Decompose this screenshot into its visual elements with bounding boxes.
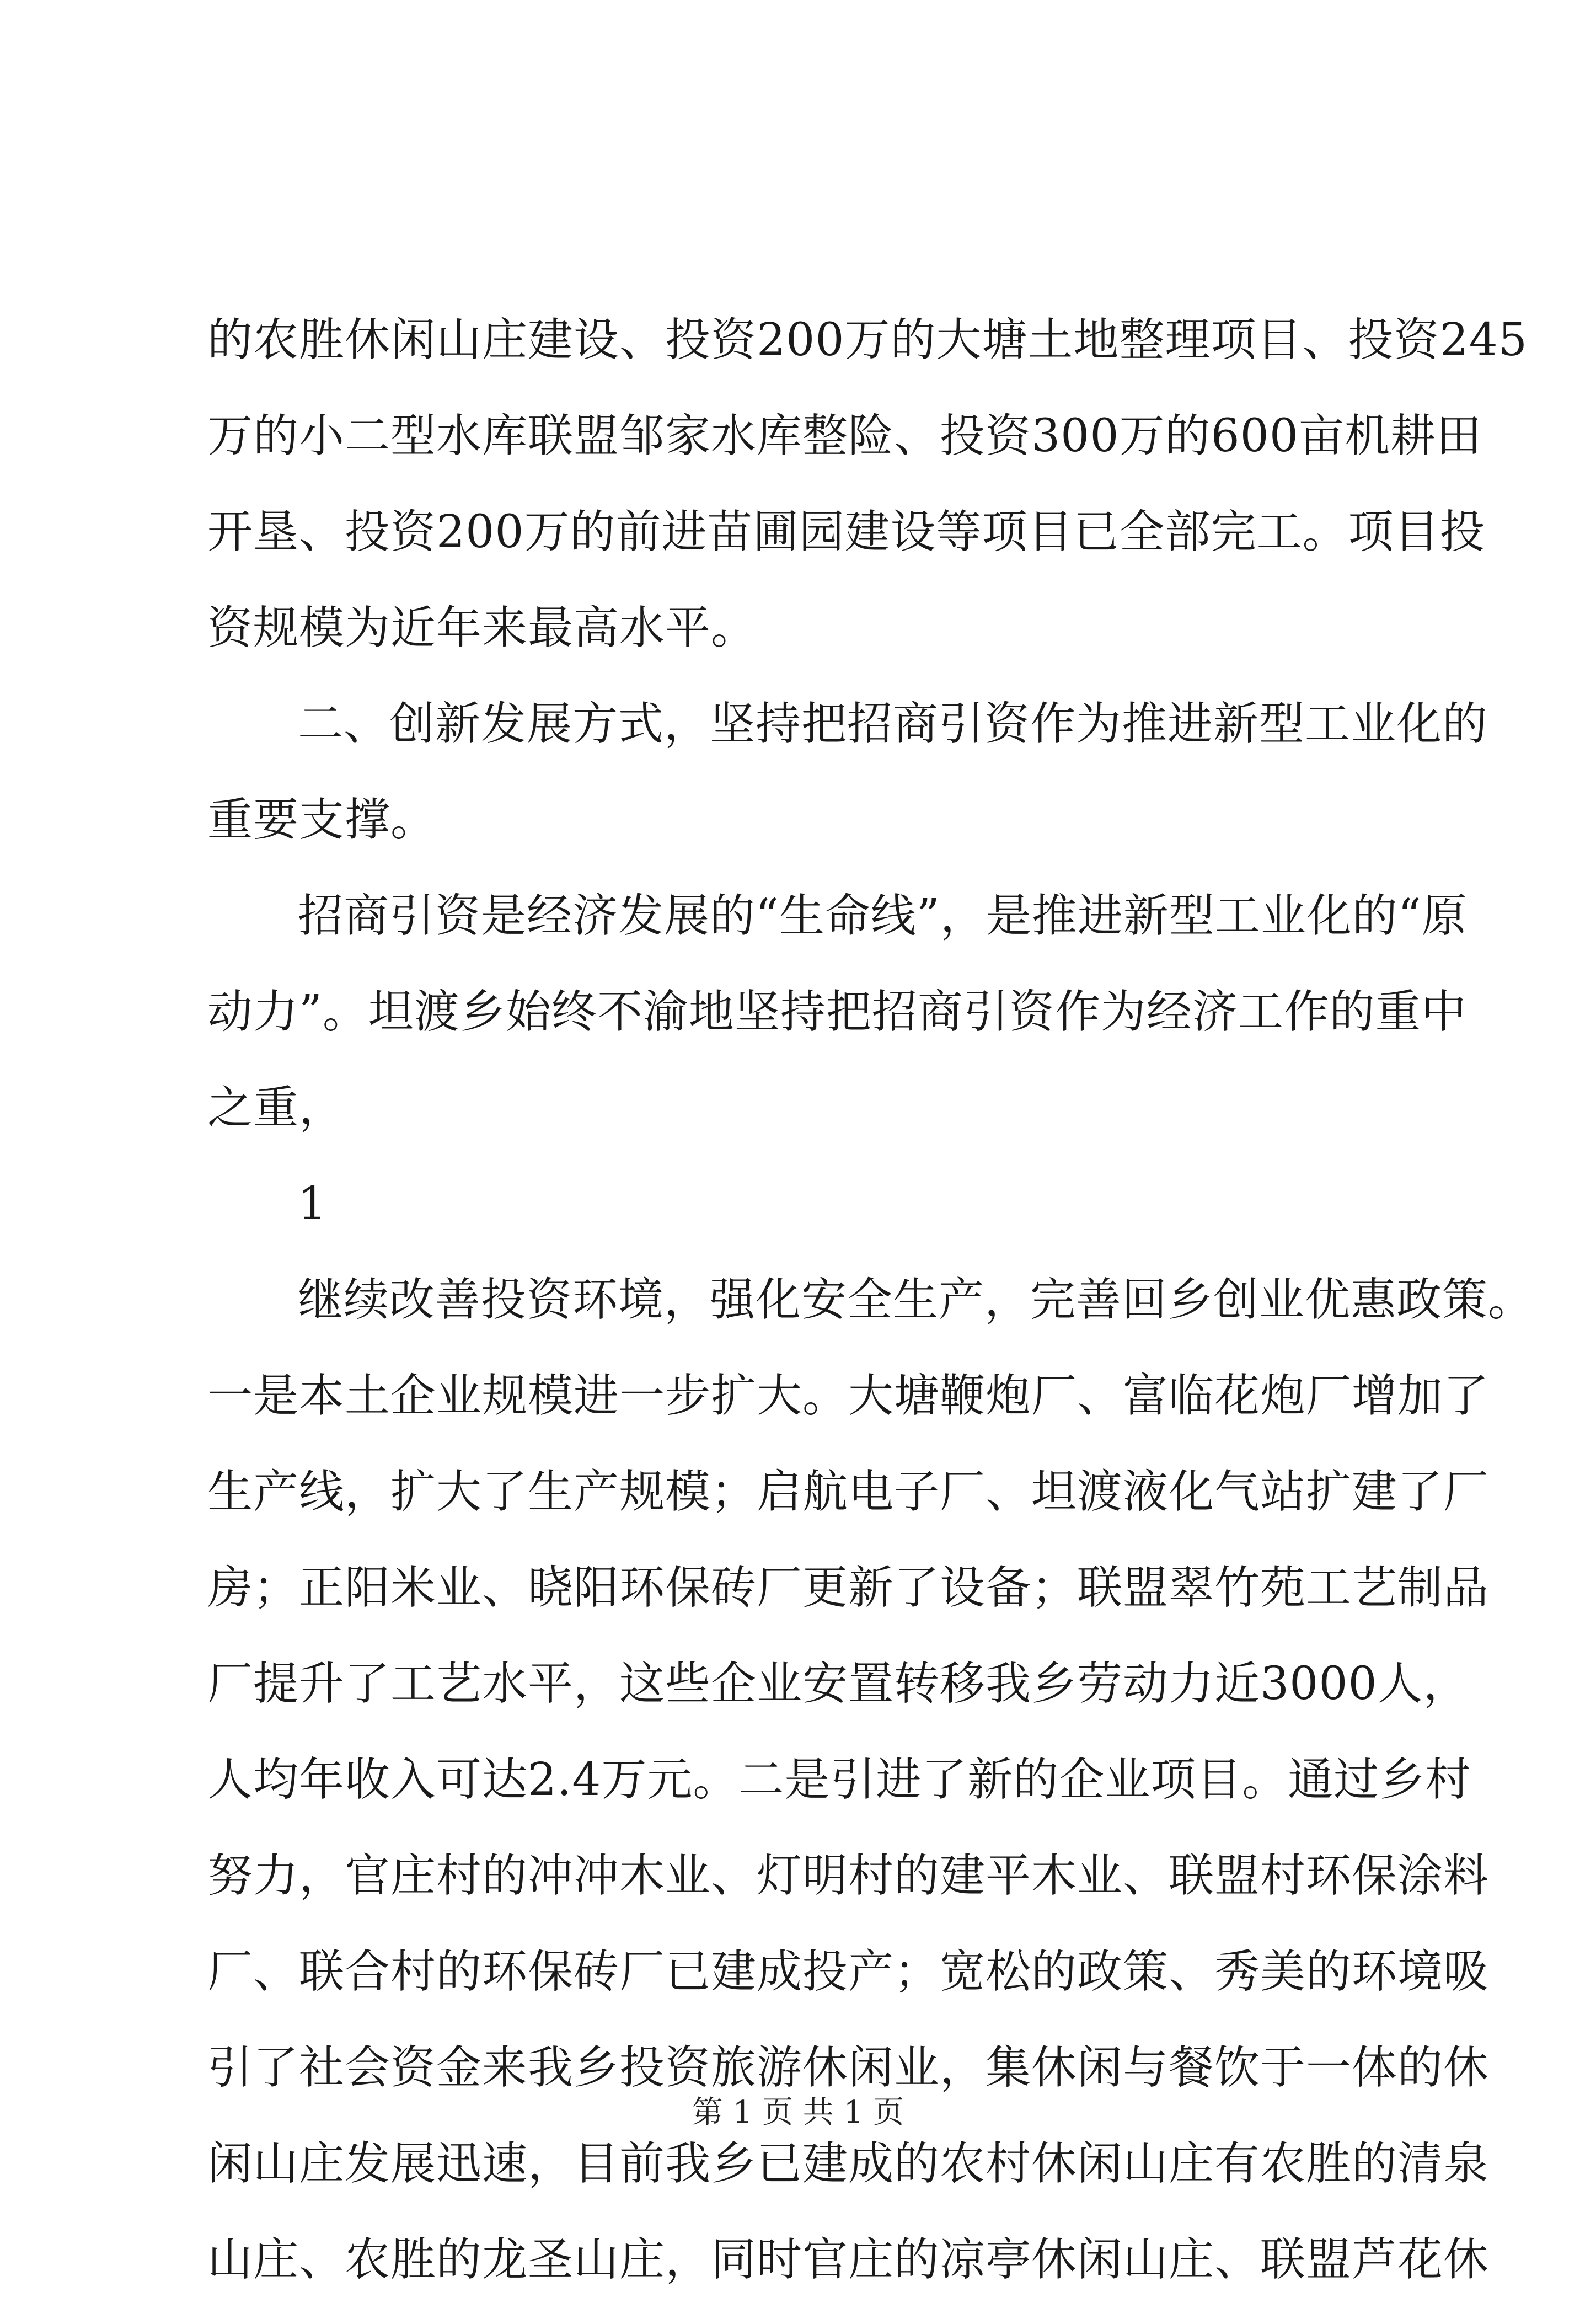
text-line: 山庄、农胜的龙圣山庄，同时官庄的凉亭休闲山庄、联盟芦花休 xyxy=(207,2234,1490,2286)
text-line: 二、创新发展方式，坚持把招商引资作为推进新型工业化的 xyxy=(298,698,1488,750)
text-line: 努力，官庄村的冲冲木业、灯明村的建平木业、联盟村环保涂料 xyxy=(207,1850,1490,1902)
paragraph-3 xyxy=(207,868,1468,1156)
text-line: 人均年收入可达2.4万元。二是引进了新的企业项目。通过乡村 xyxy=(207,1754,1471,1806)
text-line: 动力”。坦渡乡始终不渝地坚持把招商引资作为经济工作的重中 xyxy=(207,986,1467,1038)
document-body xyxy=(207,292,1534,2308)
text-line: 的农胜休闲山庄建设、投资200万的大塘土地整理项目、投资245 xyxy=(207,314,1528,366)
page-marker: 1 xyxy=(298,1178,328,1230)
text-line: 之重， xyxy=(207,1082,345,1134)
text-line: 开垦、投资200万的前进苗圃园建设等项目已全部完工。项目投 xyxy=(207,506,1486,558)
text-line: 重要支撑。 xyxy=(207,794,437,846)
text-line: 招商引资是经济发展的“生命线”，是推进新型工业化的“原 xyxy=(298,890,1468,942)
paragraph-2-heading xyxy=(207,676,1488,868)
text-line: 继续改善投资环境，强化安全生产，完善回乡创业优惠政策。 xyxy=(298,1274,1534,1326)
paragraph-1 xyxy=(207,292,1528,676)
text-line: 万的小二型水库联盟邹家水库整险、投资300万的600亩机耕田 xyxy=(207,410,1482,462)
page-footer: 第 1 页 共 1 页 xyxy=(692,2095,904,2130)
text-line: 厂提升了工艺水平，这些企业安置转移我乡劳动力近3000人， xyxy=(207,1658,1469,1710)
text-line: 资规模为近年来最高水平。 xyxy=(207,602,757,654)
text-line: 引了社会资金来我乡投资旅游休闲业，集休闲与餐饮于一体的休 xyxy=(207,2042,1490,2094)
text-line: 房；正阳米业、晓阳环保砖厂更新了设备；联盟翠竹苑工艺制品 xyxy=(207,1562,1490,1614)
text-line: 一是本土企业规模进一步扩大。大塘鞭炮厂、富临花炮厂增加了 xyxy=(207,1370,1490,1422)
text-line: 厂、联合村的环保砖厂已建成投产；宽松的政策、秀美的环境吸 xyxy=(207,1946,1490,1998)
text-line: 生产线，扩大了生产规模；启航电子厂、坦渡液化气站扩建了厂 xyxy=(207,1466,1490,1518)
paragraph-4 xyxy=(207,1252,1534,2308)
text-line: 闲山庄发展迅速，目前我乡已建成的农村休闲山庄有农胜的清泉 xyxy=(207,2138,1490,2190)
